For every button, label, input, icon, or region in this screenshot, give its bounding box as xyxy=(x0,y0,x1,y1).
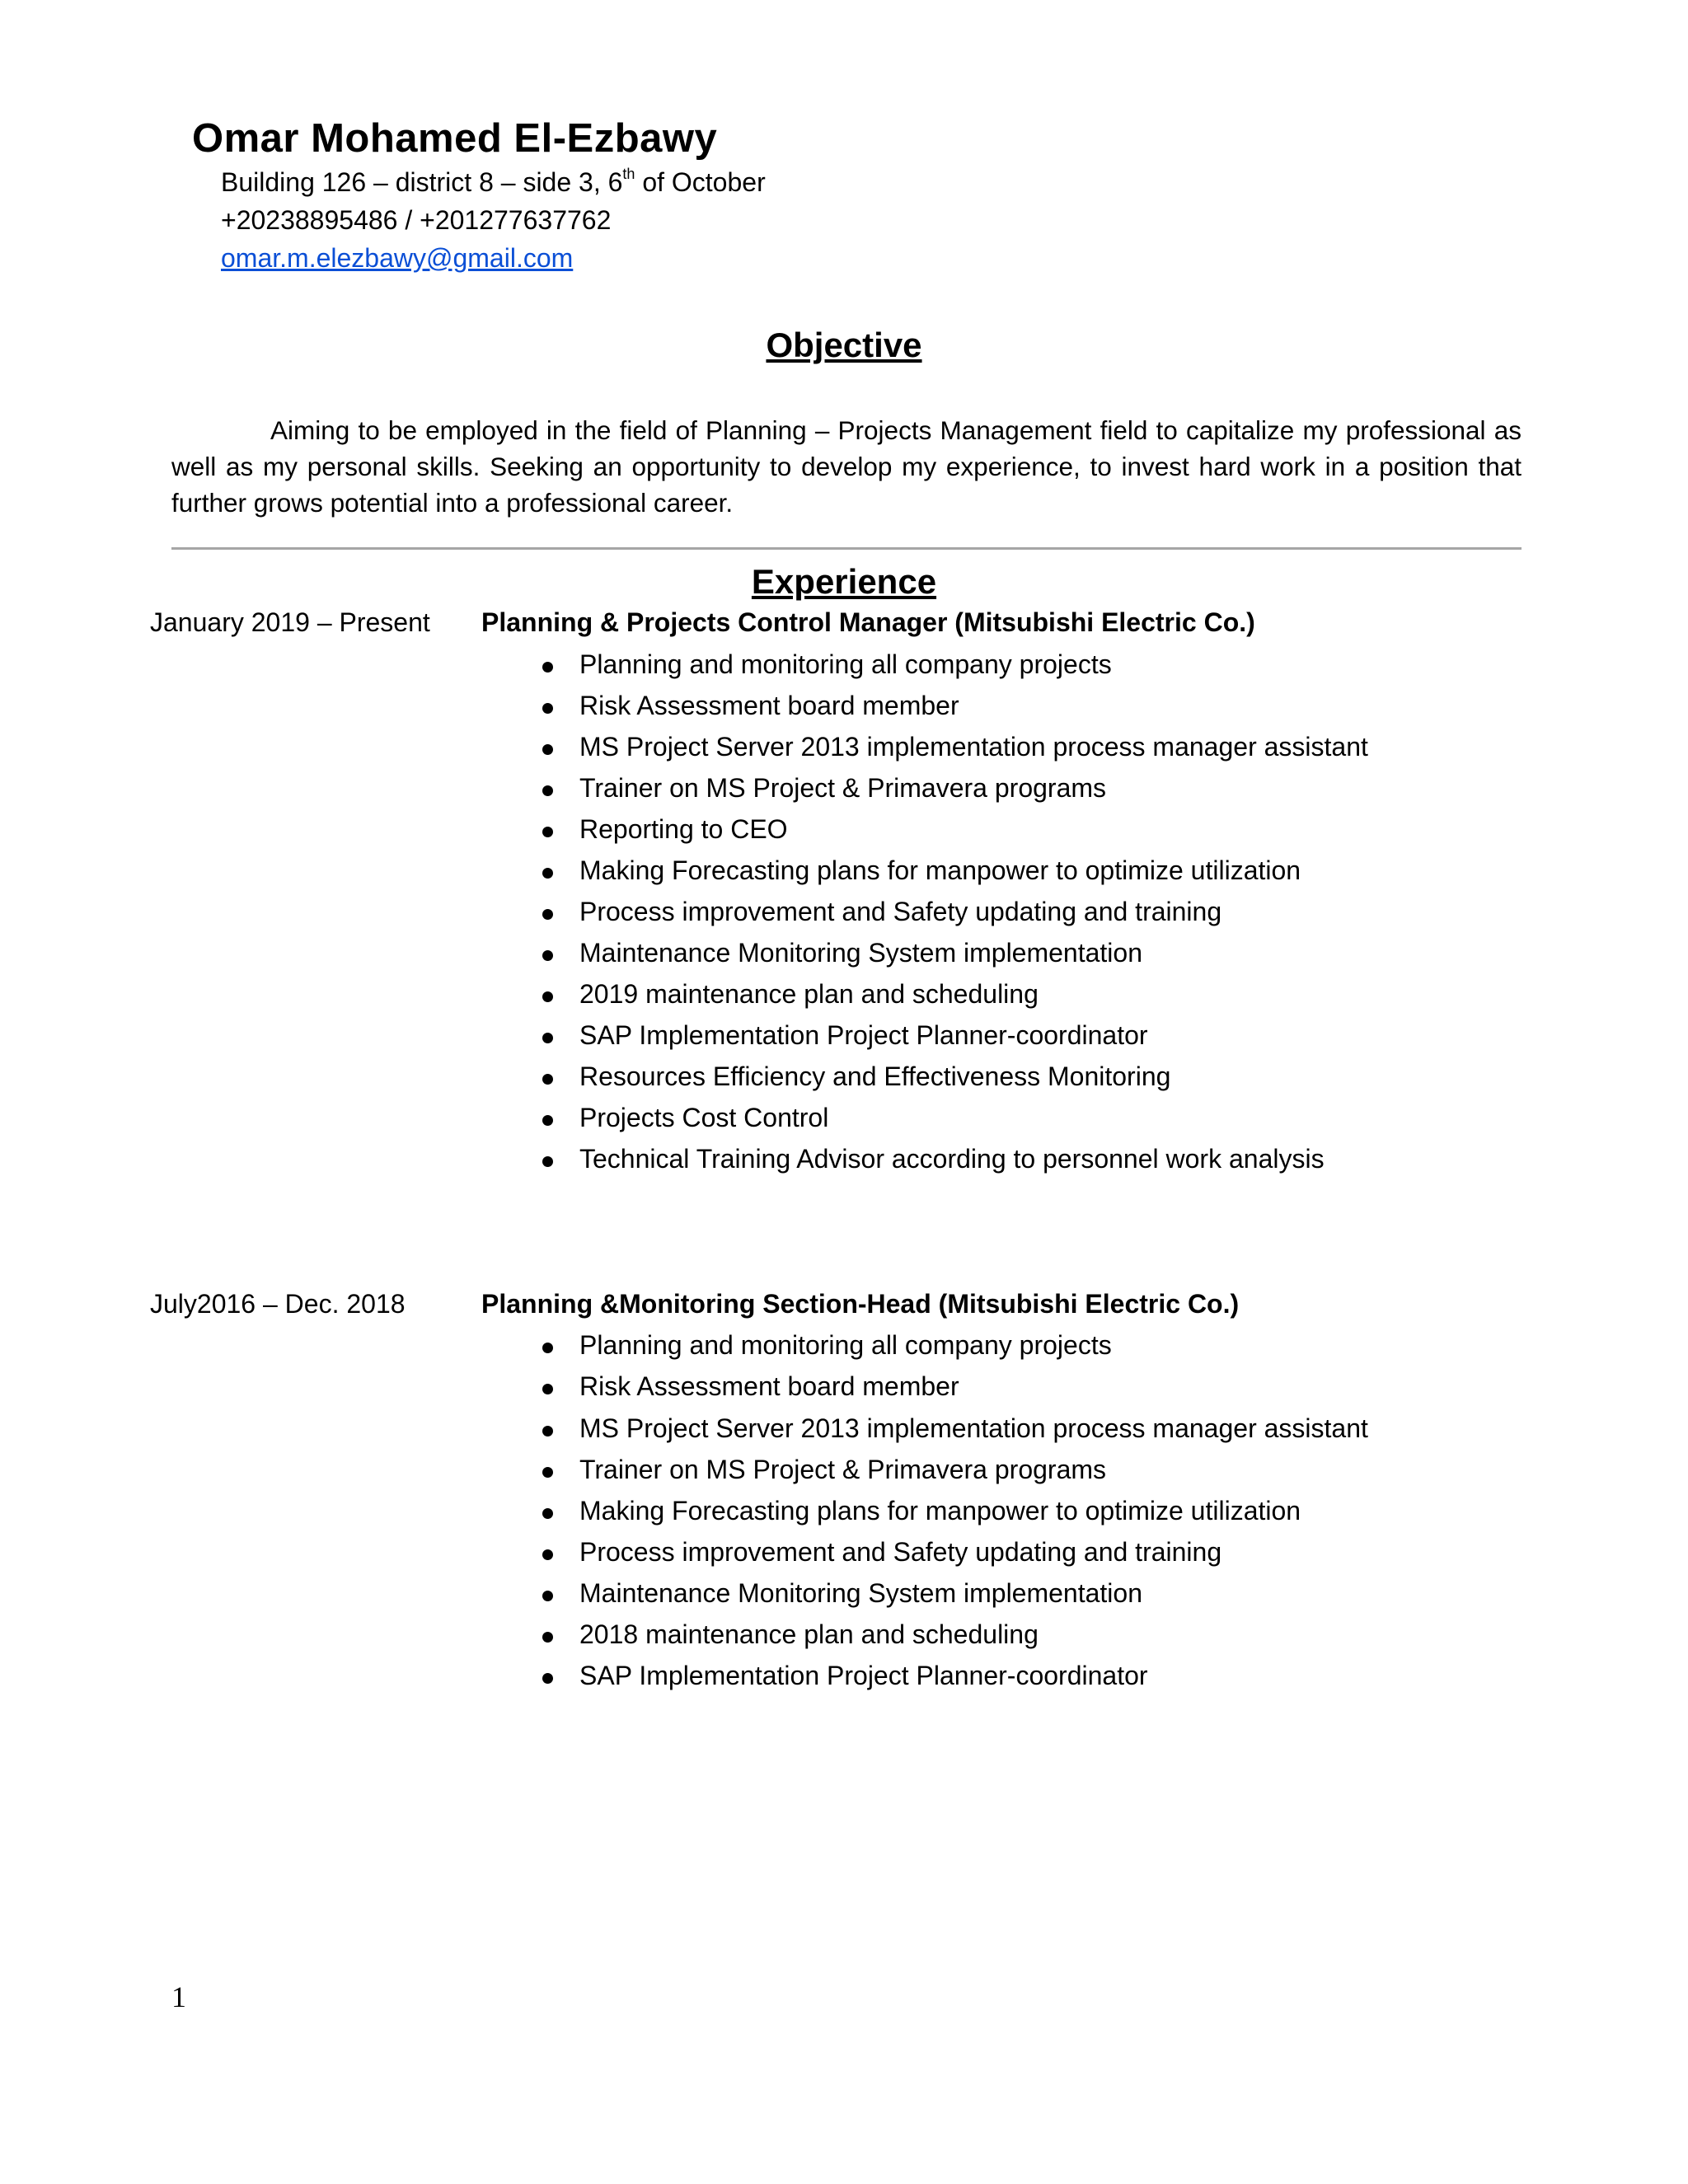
job-title: Planning & Projects Control Manager (Mitsubishi Electric Co.) xyxy=(481,607,1255,637)
objective-heading: Objective xyxy=(766,326,922,364)
bullet-icon xyxy=(542,662,553,673)
bullet-icon xyxy=(542,744,553,755)
bullet-icon xyxy=(542,991,553,1002)
bullet-icon xyxy=(542,1508,553,1519)
bullet-icon xyxy=(542,1384,553,1394)
bullet-icon xyxy=(542,1074,553,1085)
bullet-icon xyxy=(542,1549,553,1560)
phone-numbers: +20238895486 / +201277637762 xyxy=(221,205,612,235)
bullet-icon xyxy=(542,1033,553,1043)
bullet-icon xyxy=(542,1426,553,1436)
address-prefix: Building 126 – district 8 – side 3, 6 xyxy=(221,167,623,197)
job-title: Planning &Monitoring Section-Head (Mitsubishi Electric Co.) xyxy=(481,1289,1240,1319)
bullet-icon xyxy=(542,703,553,714)
email-link[interactable]: omar.m.elezbawy@gmail.com xyxy=(221,243,574,273)
bullet-icon xyxy=(542,827,553,837)
bullet-icon xyxy=(542,785,553,796)
bullet-icon xyxy=(542,1343,553,1353)
bullet-icon xyxy=(542,1632,553,1643)
job-dates: January 2019 – Present xyxy=(150,607,430,637)
bullet-icon xyxy=(542,909,553,920)
job-dates: July2016 – Dec. 2018 xyxy=(150,1289,406,1319)
bullet-icon xyxy=(542,1591,553,1601)
bullet-icon xyxy=(542,1115,553,1126)
address-suffix: of October xyxy=(635,167,766,197)
bullet-icon xyxy=(542,950,553,961)
bullet-icon xyxy=(542,868,553,879)
bullet-icon xyxy=(542,1673,553,1684)
bullet-icon xyxy=(542,1467,553,1478)
bullet-icon xyxy=(542,1156,553,1167)
objective-text: Aiming to be employed in the field of Planning – Projects Management field to capitalize my professional as well as my personal skills. Seeking an opportunity to develop my experience, to invest hard work in a position that further grows potential into a professional career. xyxy=(171,415,1522,518)
address-ordinal-suffix: th xyxy=(622,166,635,182)
section-divider xyxy=(171,547,1522,550)
page-number: 1 xyxy=(171,1980,186,2013)
experience-heading: Experience xyxy=(751,562,937,601)
resume-name: Omar Mohamed El-Ezbawy xyxy=(192,116,718,161)
address xyxy=(221,167,766,198)
objective-paragraph xyxy=(171,412,1522,521)
